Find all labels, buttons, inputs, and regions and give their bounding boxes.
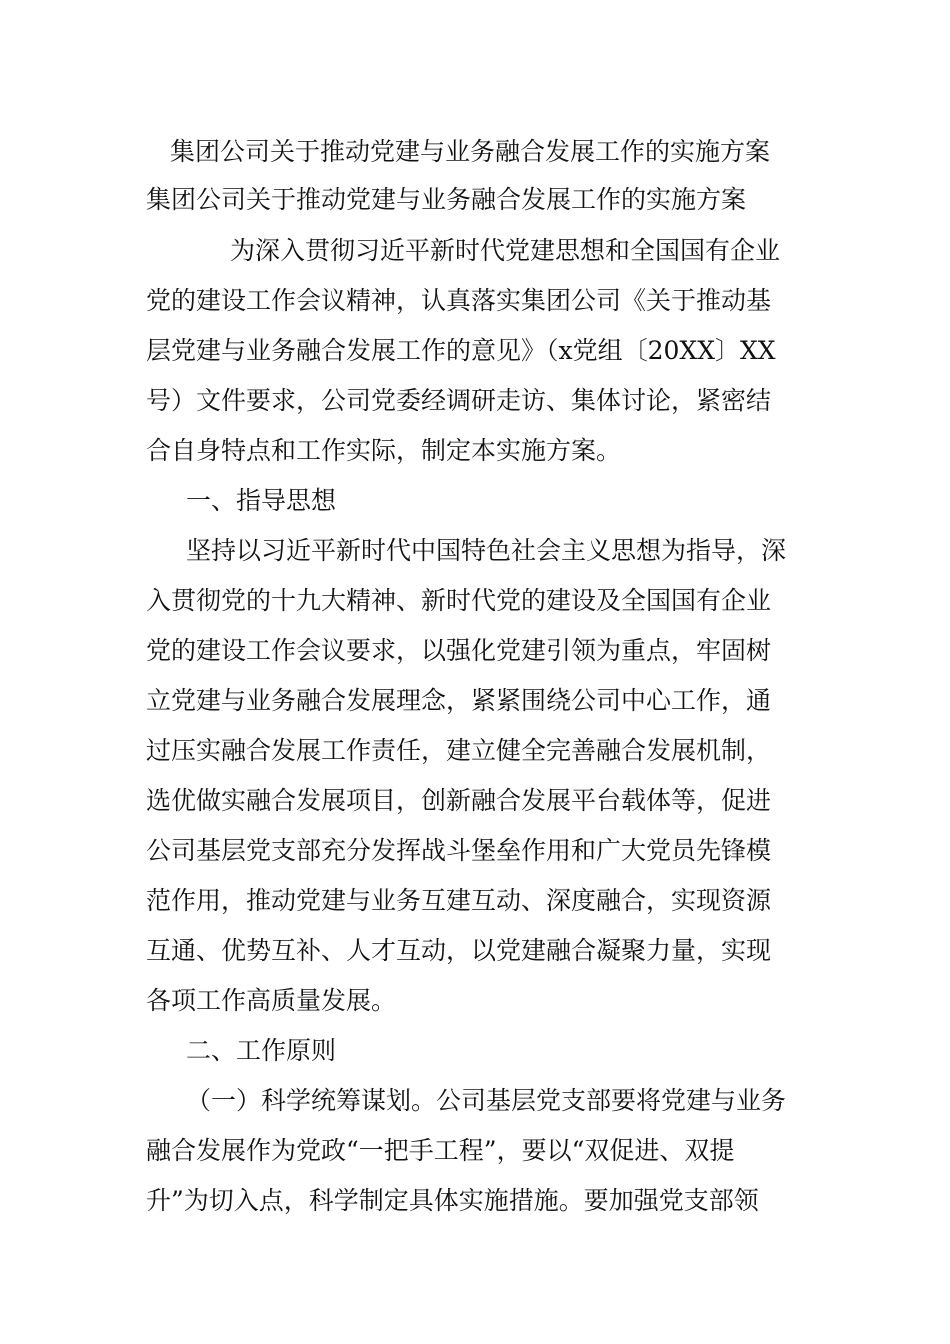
intro-paragraph-line: 号）文件要求，公司党委经调研走访、集体讨论，紧密结 xyxy=(146,386,772,415)
section-paragraph-line: 坚持以习近平新时代中国特色社会主义思想为指导，深 xyxy=(186,536,787,565)
principle-paragraph-line: （一）科学统筹谋划。公司基层党支部要将党建与业务 xyxy=(186,1086,787,1115)
principle-paragraph-line: 融合发展作为党政“一把手工程”，要以“双促进、双提 xyxy=(146,1136,735,1165)
document-title-repeat: 集团公司关于推动党建与业务融合发展工作的实施方案 xyxy=(146,185,747,214)
section-heading-working-principles: 二、工作原则 xyxy=(186,1036,337,1065)
intro-paragraph-line: 党的建设工作会议精神，认真落实集团公司《关于推动基 xyxy=(146,286,772,315)
section-paragraph-line: 立党建与业务融合发展理念，紧紧围绕公司中心工作，通 xyxy=(146,686,772,715)
document-title: 集团公司关于推动党建与业务融合发展工作的实施方案 xyxy=(170,137,771,166)
section-paragraph-line: 范作用，推动党建与业务互建互动、深度融合，实现资源 xyxy=(146,886,772,915)
intro-paragraph-line: 层党建与业务融合发展工作的意见》（x党组〔20XX〕XX xyxy=(146,336,776,365)
section-paragraph-line: 过压实融合发展工作责任，建立健全完善融合发展机制， xyxy=(146,736,772,765)
section-paragraph-line: 党的建设工作会议要求，以强化党建引领为重点，牢固树 xyxy=(146,636,772,665)
section-paragraph-line: 选优做实融合发展项目，创新融合发展平台载体等，促进 xyxy=(146,786,772,815)
section-paragraph-line: 互通、优势互补、人才互动，以党建融合凝聚力量，实现 xyxy=(146,936,772,965)
section-heading-guiding-ideology: 一、指导思想 xyxy=(186,486,337,515)
section-paragraph-line: 入贯彻党的十九大精神、新时代党的建设及全国国有企业 xyxy=(146,586,772,615)
section-paragraph-line: 公司基层党支部充分发挥战斗堡垒作用和广大党员先锋模 xyxy=(146,836,772,865)
section-paragraph-line: 各项工作高质量发展。 xyxy=(146,986,397,1015)
principle-paragraph-line: 升”为切入点，科学制定具体实施措施。要加强党支部领 xyxy=(146,1186,759,1215)
intro-paragraph-line: 为深入贯彻习近平新时代党建思想和全国国有企业 xyxy=(230,236,781,265)
intro-paragraph-line: 合自身特点和工作实际，制定本实施方案。 xyxy=(146,436,622,465)
